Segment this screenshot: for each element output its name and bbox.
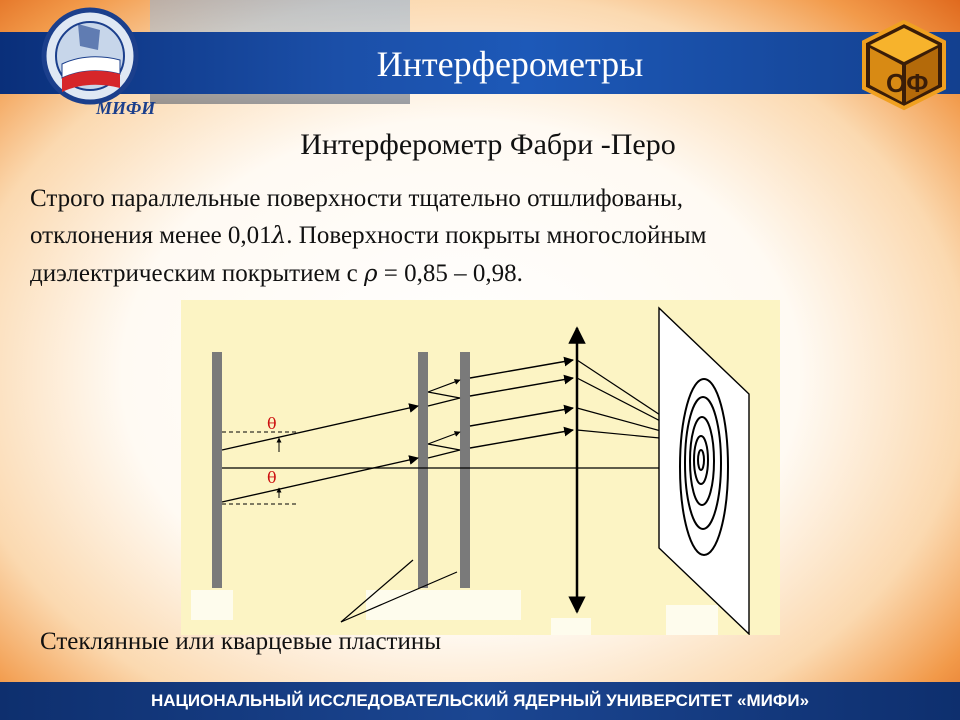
rho-symbol: ρ xyxy=(364,261,378,287)
slide-title: Интерферометры xyxy=(376,44,644,84)
source-plate xyxy=(212,352,222,588)
body-line-3-start: диэлектрическим покрытием с xyxy=(30,260,364,287)
theta-label-1: θ xyxy=(267,414,277,433)
of-cube-logo xyxy=(860,18,948,112)
logo-left-text: МИФИ xyxy=(96,98,156,118)
theta-label-2: θ xyxy=(267,468,277,487)
body-text xyxy=(30,180,930,293)
body-line-2 xyxy=(30,217,930,255)
glass-plate-2 xyxy=(460,352,470,588)
fabry-perot-diagram xyxy=(181,300,780,635)
footer-bar xyxy=(0,682,960,720)
body-line-3-end: = 0,85 – 0,98. xyxy=(377,260,523,287)
body-line-3 xyxy=(30,255,930,293)
body-line-1: Строго параллельные поверхности тщательно отшлифованы, xyxy=(30,185,684,212)
slide-subtitle: Интерферометр Фабри -Перо xyxy=(300,128,676,161)
glass-plate-1 xyxy=(418,352,428,588)
logo-right-text: ОФ xyxy=(886,68,929,98)
body-line-2-end: . Поверхности покрыты многослойным xyxy=(286,222,707,249)
plates-caption: Стеклянные или кварцевые пластины xyxy=(40,628,442,655)
lambda-symbol: λ xyxy=(271,223,287,249)
footer-text: НАЦИОНАЛЬНЫЙ ИССЛЕДОВАТЕЛЬСКИЙ ЯДЕРНЫЙ УНИВЕРСИТЕТ «МИФИ» xyxy=(150,691,810,710)
body-line-2-start: отклонения менее 0,01 xyxy=(30,222,272,249)
